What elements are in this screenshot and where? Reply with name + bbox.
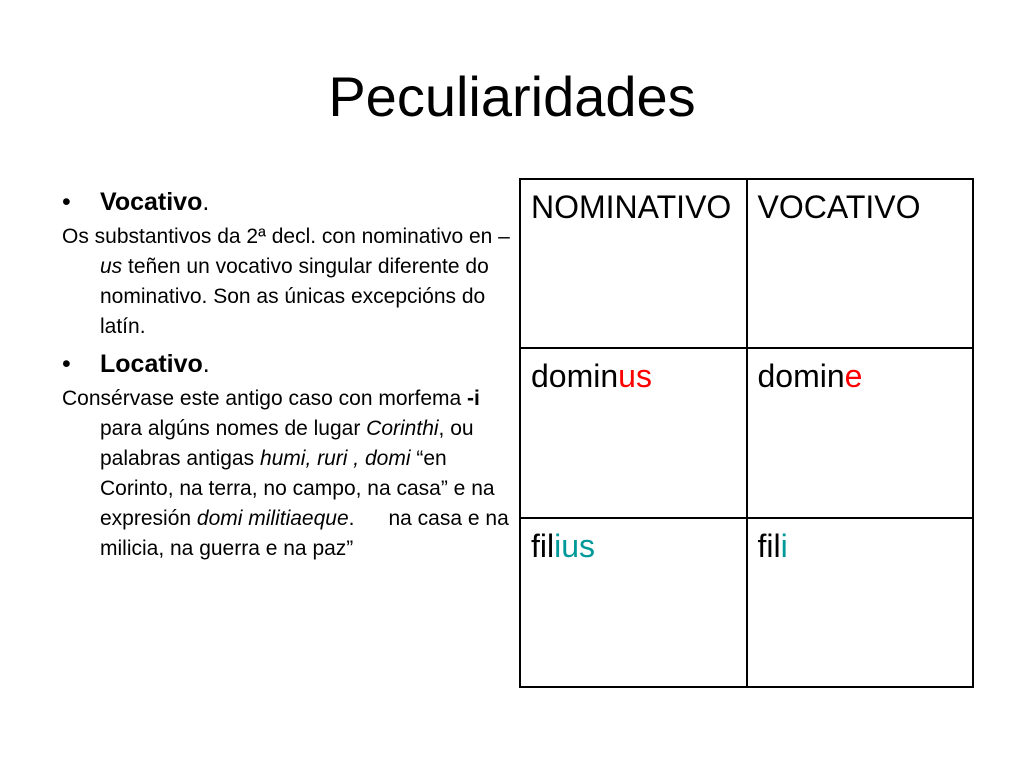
bullet-vocativo xyxy=(62,186,512,218)
locativo-text: . xyxy=(348,507,355,530)
heading-period: . xyxy=(202,350,210,378)
locativo-text: “en Corinto, na terra, no campo, na casa” e na expresión xyxy=(100,447,495,530)
stem: domin xyxy=(531,358,619,395)
table-cell xyxy=(747,518,974,687)
locativo-text: , ou palabras antigas xyxy=(100,417,474,470)
vocativo-text: Os substantivos da 2ª decl. con nominativo en – xyxy=(62,225,510,248)
declension-table xyxy=(519,178,974,688)
locativo-heading: Locativo xyxy=(100,350,203,378)
locativo-text: Consérvase este antigo caso con morfema xyxy=(62,387,468,410)
bullet-locativo xyxy=(62,348,512,380)
ending: us xyxy=(618,358,652,395)
stem: domin xyxy=(757,358,845,395)
locativo-example: Corinthi xyxy=(366,417,439,440)
vocativo-ending-us: us xyxy=(100,255,123,278)
table-cell xyxy=(520,518,747,687)
content-left xyxy=(62,186,512,570)
locativo-example: domi militiaeque xyxy=(196,507,349,530)
ending: i xyxy=(780,527,788,564)
ending: e xyxy=(844,358,863,395)
table-cell xyxy=(747,348,974,517)
vocativo-text: teñen un vocativo singular diferente do nominativo. Son as únicas excepcións do latín. xyxy=(100,255,489,338)
ending: ius xyxy=(554,527,596,564)
heading-period: . xyxy=(202,188,210,216)
table-row xyxy=(520,518,973,687)
locativo-paragraph xyxy=(62,384,512,564)
locativo-example: humi, ruri , domi xyxy=(259,447,411,470)
table-cell xyxy=(520,348,747,517)
header-cell: NOMINATIVO xyxy=(520,179,747,348)
locativo-text: para algúns nomes de lugar xyxy=(100,417,367,440)
vocativo-heading: Vocativo xyxy=(100,188,203,216)
table-header-row xyxy=(520,179,973,348)
stem: fil xyxy=(757,527,781,564)
vocativo-paragraph xyxy=(62,222,512,342)
locativo-morpheme: -i xyxy=(467,387,480,410)
bullet-icon: • xyxy=(62,350,71,378)
locativo-text: na casa e na milicia, na guerra e na paz” xyxy=(100,507,509,560)
stem: fil xyxy=(531,527,555,564)
bullet-icon: • xyxy=(62,188,71,216)
header-cell: VOCATIVO xyxy=(747,179,974,348)
table-row xyxy=(520,348,973,517)
slide-title: Peculiaridades xyxy=(328,65,696,128)
